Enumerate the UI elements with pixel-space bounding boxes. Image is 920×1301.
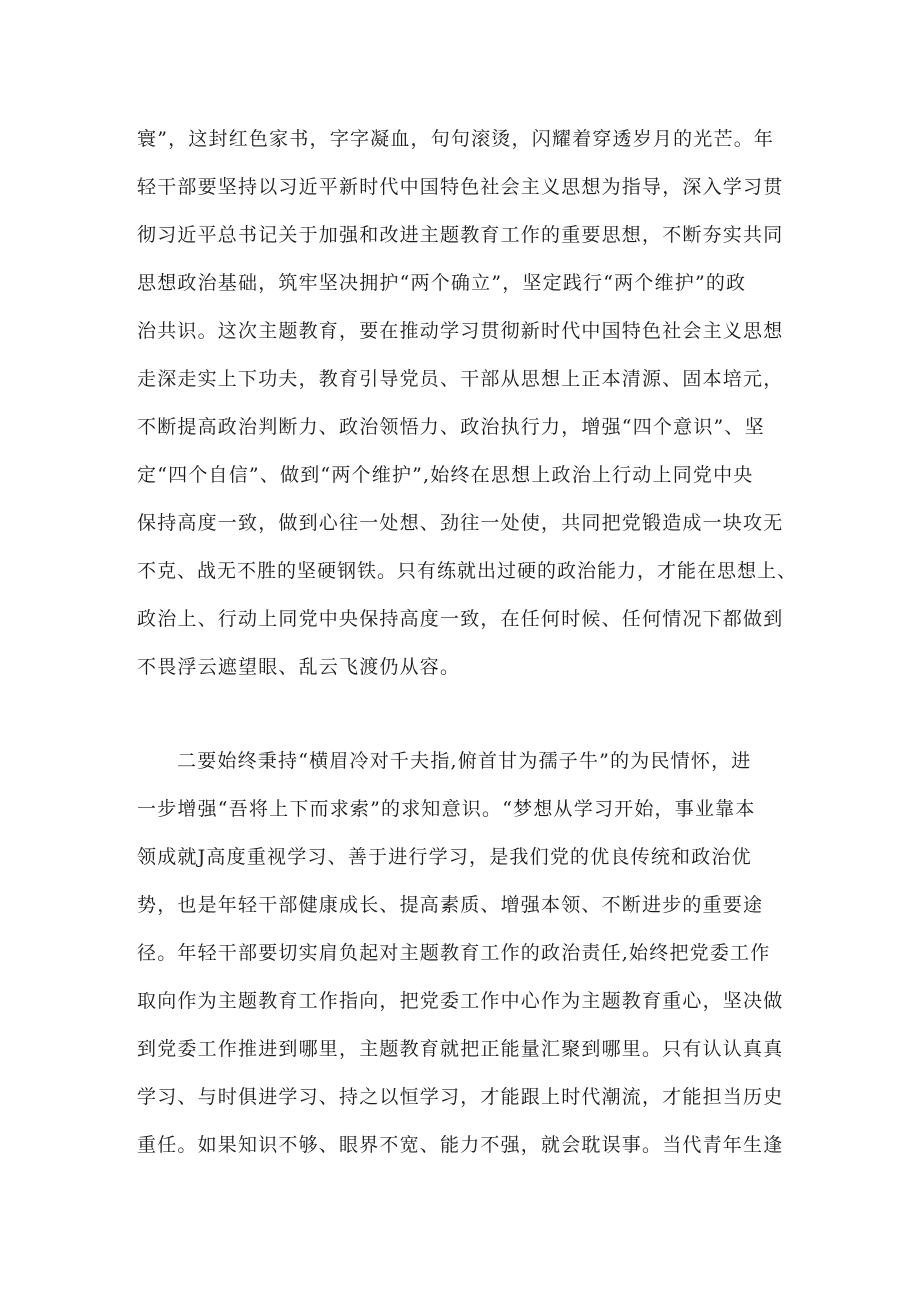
- paragraph-1-line-10: 不克、战无不胜的坚硬钢铁。只有练就出过硬的政治能力，才能在思想上、: [137, 560, 798, 582]
- paragraph-2-line-4: 势，也是年轻干部健康成长、提高素质、增强本领、不断进步的重要途: [137, 894, 764, 916]
- paragraph-1-line-12: 不畏浮云遮望眼、乱云飞渡仍从容。: [137, 656, 461, 678]
- paragraph-1-line-8: 定“四个自信”、做到“两个维护”,始终在思想上政治上行动上同党中央: [137, 464, 754, 486]
- paragraph-1-line-3: 彻习近平总书记关于加强和改进主题教育工作的重要思想，不断夯实共同: [137, 224, 784, 246]
- paragraph-1-line-6: 走深走实上下功夫，教育引导党员、干部从思想上正本清源、固本培元，: [137, 368, 784, 390]
- paragraph-2-line-5: 径。年轻干部要切实肩负起对主题教育工作的政治责任,始终把党委工作: [137, 942, 771, 964]
- paragraph-1-line-7: 不断提高政治判断力、政治领悟力、政治执行力，增强“四个意识”、坚: [137, 416, 765, 438]
- paragraph-1-line-2: 轻干部要坚持以习近平新时代中国特色社会主义思想为指导，深入学习贯: [137, 176, 784, 198]
- paragraph-1-line-4: 思想政治基础，筑牢坚决拥护“两个确立”，坚定践行“两个维护”的政: [137, 272, 747, 294]
- paragraph-1-line-1: 寰”，这封红色家书，字字凝血，句句滚烫，闪耀着穿透岁月的光芒。年: [137, 128, 775, 150]
- paragraph-1-line-5: 治共识。这次主题教育，要在推动学习贯彻新时代中国特色社会主义思想: [137, 320, 784, 342]
- paragraph-2-line-8: 学习、与时俱进学习、持之以恒学习，才能跟上时代潮流，才能担当历史: [137, 1086, 784, 1108]
- paragraph-2-line-1: 二要始终秉持“横眉冷对千夫指,俯首甘为孺子牛”的为民情怀，进: [177, 750, 752, 772]
- paragraph-2-line-2: 一步增强“吾将上下而求索”的求知意识。“梦想从学习开始，事业靠本: [137, 798, 756, 820]
- paragraph-2-line-9: 重任。如果知识不够、眼界不宽、能力不强，就会耽误事。当代青年生逢: [137, 1134, 784, 1156]
- paragraph-1-line-9: 保持高度一致，做到心往一处想、劲往一处使，共同把党锻造成一块攻无: [137, 512, 784, 534]
- paragraph-2-line-3: 领成就J高度重视学习、善于进行学习，是我们党的优良传统和政治优: [137, 846, 752, 868]
- paragraph-2-line-7: 到党委工作推进到哪里，主题教育就把正能量汇聚到哪里。只有认认真真: [137, 1038, 784, 1060]
- paragraph-2-line-6: 取向作为主题教育工作指向，把党委工作中心作为主题教育重心，坚决做: [137, 990, 784, 1012]
- paragraph-1-line-11: 政治上、行动上同党中央保持高度一致，在任何时候、任何情况下都做到: [137, 608, 784, 630]
